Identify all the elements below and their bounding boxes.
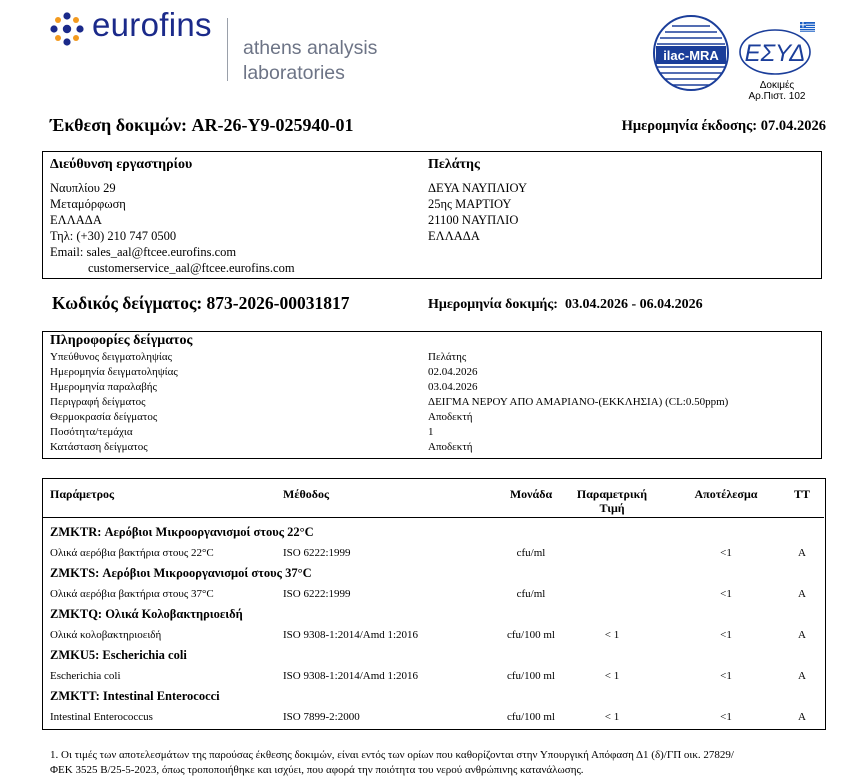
sample-info-heading: Πληροφορίες δείγματος: [50, 333, 193, 348]
lab-name-line2: laboratories: [243, 62, 345, 84]
row-parametric-value: < 1: [604, 670, 620, 682]
client-line: 21100 ΝΑΥΠΛΙΟ: [428, 213, 519, 227]
accreditation-caption: [735, 80, 819, 102]
lab-address: [50, 180, 295, 276]
lab-address-line: ΕΛΛΑΔΑ: [50, 213, 102, 227]
row-parametric-value: < 1: [604, 629, 620, 641]
col-header-unit: Μονάδα: [509, 487, 553, 501]
col-header-parametric-line2: Τιμή: [599, 501, 625, 515]
row-parameter: Ολικά αερόβια βακτήρια στους 22°C: [50, 547, 214, 559]
row-unit: cfu/100 ml: [507, 670, 555, 682]
row-unit: cfu/100 ml: [507, 629, 555, 641]
header-divider: [227, 18, 228, 81]
sample-info-label: Ημερομηνία δειγματοληψίας: [50, 366, 178, 378]
table-header-rule: [42, 517, 824, 518]
row-result: <1: [720, 629, 732, 641]
row-method: ISO 7899-2:2000: [283, 711, 360, 723]
esyd-logo: [738, 20, 816, 76]
lab-email[interactable]: Email: sales_aal@ftcee.eurofins.com: [50, 245, 237, 259]
sample-code: Κωδικός δείγματος: 873-2026-00031817: [52, 293, 350, 313]
sample-info-value: 02.04.2026: [428, 366, 478, 378]
row-parameter: Intestinal Enterococcus: [50, 711, 153, 723]
eurofins-logo-text: eurofins: [92, 6, 212, 43]
sample-info-value: 1: [428, 426, 434, 438]
footnote-line2: ΦΕΚ 3525 Β/25-5-2023, όπως τροποποιήθηκε και ισχύει, που αφορά την ποιότητα του νερού ανθρώπινης κατανάλωσης.: [50, 764, 584, 776]
group-title: ZMKTQ: Ολικά Κολοβακτηριοειδή: [50, 607, 243, 621]
row-result: <1: [720, 670, 732, 682]
client-heading: Πελάτης: [428, 157, 480, 172]
lab-address-heading: Διεύθυνση εργαστηρίου: [50, 157, 193, 172]
col-header-parameter: Παράμετρος: [50, 487, 115, 501]
col-header-parametric-line1: Παραμετρική: [576, 487, 648, 501]
report-title: Έκθεση δοκιμών: AR-26-Y9-025940-01: [50, 115, 354, 135]
sample-info-values: [428, 350, 728, 455]
sample-info-value: Αποδεκτή: [428, 441, 473, 453]
col-header-result: Αποτέλεσμα: [694, 487, 758, 501]
row-unit: cfu/ml: [516, 547, 546, 559]
group-title: ZMKTR: Αερόβιοι Μικροοργανισμοί στους 22°C: [50, 525, 314, 539]
row-tt: A: [798, 670, 806, 682]
sample-info-label: Περιγραφή δείγματος: [50, 396, 146, 408]
client-line: 25ης ΜΑΡΤΙΟΥ: [428, 197, 512, 211]
lab-address-line: Ναυπλίου 29: [50, 181, 116, 195]
greek-flag-icon: [800, 22, 815, 32]
sample-info-label: Ποσότητα/τεμάχια: [50, 426, 133, 438]
row-parameter: Escherichia coli: [50, 670, 121, 682]
client-line: ΕΛΛΑΔΑ: [428, 229, 480, 243]
sample-info-label: Ημερομηνία παραλαβής: [50, 381, 157, 393]
row-method: ISO 6222:1999: [283, 588, 351, 600]
lab-phone: Τηλ: (+30) 210 747 0500: [50, 229, 177, 243]
row-method: ISO 9308-1:2014/Amd 1:2016: [283, 629, 419, 641]
row-tt: A: [798, 588, 806, 600]
accreditation-line1: Δοκιμές: [759, 80, 795, 91]
row-unit: cfu/ml: [516, 588, 546, 600]
lab-name-line1: athens analysis: [243, 37, 378, 59]
client-line: ΔΕΥΑ ΝΑΥΠΛΙΟΥ: [428, 181, 527, 195]
sample-info-value: ΔΕΙΓΜΑ ΝΕΡΟΥ ΑΠΟ ΑΜΑΡΙΑΝΟ-(ΕΚΚΛΗΣΙΑ) (CL:0.50ppm): [428, 396, 729, 408]
esyd-logo-text: ΕΣΥΔ: [744, 40, 806, 67]
sample-info-label: Υπεύθυνος δειγματοληψίας: [50, 351, 173, 363]
row-unit: cfu/100 ml: [507, 711, 555, 723]
col-header-tt: TT: [793, 487, 810, 501]
test-date: [428, 297, 703, 313]
ilac-mra-logo: [652, 13, 730, 93]
test-date-value: 03.04.2026 - 06.04.2026: [564, 297, 703, 312]
group-title: ZMKU5: Escherichia coli: [50, 648, 187, 662]
row-tt: A: [798, 711, 806, 723]
issue-date: Ημερομηνία έκδοσης: 07.04.2026: [621, 118, 826, 134]
sample-info-label: Κατάσταση δείγματος: [50, 441, 148, 453]
col-header-parametric-value: [568, 487, 656, 515]
sample-info-value: 03.04.2026: [428, 381, 478, 393]
col-header-method: Μέθοδος: [283, 487, 330, 501]
row-result: <1: [720, 547, 732, 559]
sample-info-label: Θερμοκρασία δείγματος: [50, 411, 158, 423]
accreditation-line2: Αρ.Πιστ. 102: [748, 91, 806, 102]
row-tt: A: [798, 629, 806, 641]
group-title: ZMKTT: Intestinal Enterococci: [50, 689, 220, 703]
row-parameter: Ολικά αερόβια βακτήρια στους 37°C: [50, 588, 214, 600]
sample-info-value: Πελάτης: [428, 351, 467, 363]
eurofins-dots-icon: [50, 12, 84, 46]
sample-info-labels: [50, 350, 178, 455]
row-result: <1: [720, 711, 732, 723]
footnote: [50, 748, 840, 778]
row-parameter: Ολικά κολοβακτηριοειδή: [50, 629, 162, 641]
test-date-label: Ημερομηνία δοκιμής:: [428, 297, 558, 312]
lab-email-secondary[interactable]: customerservice_aal@ftcee.eurofins.com: [88, 261, 295, 275]
client-address: [428, 180, 527, 244]
row-result: <1: [720, 588, 732, 600]
ilac-logo-text: ilac-MRA: [663, 48, 719, 63]
footnote-line1: 1. Οι τιμές των αποτελεσμάτων της παρούσας έκθεσης δοκιμών, είναι εντός των ορίων που καθορίζονται στην Υπουργική Απόφαση Δ1 (δ)/ΓΠ οικ. 27829/: [50, 749, 734, 761]
row-method: ISO 9308-1:2014/Amd 1:2016: [283, 670, 419, 682]
lab-address-line: Μεταμόρφωση: [50, 197, 126, 211]
group-title: ZMKTS: Αερόβιοι Μικροοργανισμοί στους 37°C: [50, 566, 312, 580]
lab-name: [243, 36, 377, 86]
row-parametric-value: < 1: [604, 711, 620, 723]
sample-info-value: Αποδεκτή: [428, 411, 473, 423]
row-method: ISO 6222:1999: [283, 547, 351, 559]
row-tt: A: [798, 547, 806, 559]
